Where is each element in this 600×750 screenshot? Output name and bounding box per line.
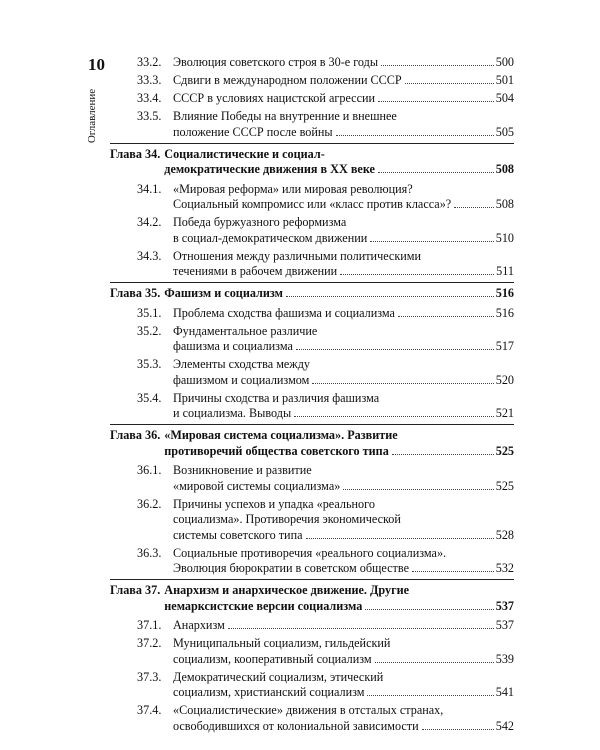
page-ref[interactable]: 539 (495, 651, 514, 666)
entry-title-line: демократические движения в XX веке (164, 162, 375, 176)
section-number: 35.1. (137, 305, 162, 320)
section-number: 37.3. (137, 669, 162, 684)
entry-title-line: «мировой системы социализма» (173, 478, 341, 493)
section-number: 37.1. (137, 618, 162, 632)
page-ref[interactable]: 520 (495, 372, 514, 387)
dot-leader (296, 349, 494, 350)
dot-leader (378, 172, 494, 173)
page-ref[interactable]: 537 (495, 618, 514, 632)
dot-leader (422, 729, 494, 730)
entry-title-line: Анархизм (173, 618, 225, 632)
entry-title-line: Фашизм и социализм (164, 286, 283, 300)
section-number: 33.4. (137, 91, 162, 105)
section-number: 34.1. (137, 181, 162, 196)
entry-title-line: системы советского типа (173, 527, 303, 542)
page-ref[interactable]: 541 (495, 685, 514, 699)
section-number: 33.3. (137, 73, 162, 87)
dot-leader (381, 65, 494, 66)
section-entry (110, 324, 514, 355)
dot-leader (228, 628, 494, 629)
section-entry (110, 703, 514, 734)
entry-title-line: Фундаментальное различие (173, 323, 318, 338)
entry-title-line: противоречий общества советского типа (164, 443, 389, 458)
entry-title-line: Сдвиги в международном положении СССР (173, 73, 402, 87)
entry-title-line: Возникновение и развитие (173, 463, 312, 477)
section-entry (110, 670, 514, 701)
page-ref[interactable]: 501 (495, 73, 514, 87)
section-entry (110, 497, 514, 544)
page-ref[interactable]: 511 (496, 264, 514, 278)
dot-leader (412, 571, 494, 572)
section-number: 36.1. (137, 463, 162, 477)
entry-title-line: Причины успехов и упадка «реального (173, 496, 375, 511)
entry-title-line: и социализма. Выводы (173, 406, 292, 420)
dot-leader (343, 489, 493, 490)
section-entry (110, 249, 514, 280)
page-ref[interactable]: 528 (495, 527, 514, 542)
section-entry (110, 463, 514, 494)
entry-title-line: немарксистские версии социализма (164, 598, 363, 613)
section-number: 33.5. (137, 109, 162, 123)
page-ref[interactable]: 508 (495, 162, 514, 176)
page-number: 10 (88, 55, 105, 74)
entry-title-line: положение СССР после войны (173, 124, 333, 139)
entry-title-line: социализм, кооперативный социализм (173, 651, 372, 666)
section-entry (110, 357, 514, 388)
entry-title-line: Причины сходства и различия фашизма (173, 390, 380, 405)
dot-leader (336, 135, 494, 136)
section-entry (110, 636, 514, 667)
entry-title-line: освободившихся от колониальной зависимости (173, 718, 419, 733)
entry-title-line: в социал-демократическом движении (173, 230, 368, 245)
dot-leader (340, 274, 494, 275)
entry-title-line: Социальный компромисс или «класс против класса»? (173, 197, 452, 211)
section-entry (110, 215, 514, 246)
section-entry (110, 109, 514, 140)
entry-title-line: «Мировая система социализма». Развитие (164, 428, 398, 442)
page-ref[interactable]: 517 (495, 339, 514, 353)
entry-title-line: «Социалистические» движения в отсталых странах, (173, 703, 444, 717)
section-entry (110, 182, 514, 213)
section-entry (110, 391, 514, 422)
entry-title-line: Влияние Победы на внутренние и внешнее (173, 109, 397, 123)
entry-title-line: Анархизм и анархическое движение. Другие (164, 583, 410, 597)
page-ref[interactable]: 516 (495, 305, 514, 320)
section-number: 37.4. (137, 703, 162, 717)
dot-leader (294, 416, 494, 417)
entry-title-line: Элементы сходства между (173, 357, 311, 371)
dot-leader (306, 538, 494, 539)
entry-title-line: течениями в рабочем движении (173, 264, 338, 278)
chapter-entry (110, 424, 514, 459)
page-ref[interactable]: 525 (495, 443, 514, 458)
page-ref[interactable]: 521 (495, 406, 514, 420)
section-entry (110, 73, 514, 89)
chapter-label: Глава 35. (110, 286, 161, 300)
entry-title-line: фашизма и социализма (173, 339, 293, 353)
entry-title-line: Отношения между различными политическими (173, 248, 421, 263)
page-ref[interactable]: 510 (495, 230, 514, 245)
section-number: 36.2. (137, 496, 162, 511)
section-number: 33.2. (137, 55, 162, 69)
entry-title-line: «Мировая реформа» или мировая революция? (173, 181, 413, 196)
running-header: Оглавление (86, 88, 98, 144)
dot-leader (454, 207, 494, 208)
page-ref[interactable]: 537 (495, 598, 514, 613)
chapter-entry (110, 579, 514, 614)
dot-leader (312, 383, 493, 384)
dot-leader (286, 296, 494, 297)
page-ref[interactable]: 508 (495, 197, 514, 211)
page-ref[interactable]: 505 (495, 124, 514, 139)
page-ref[interactable]: 542 (495, 718, 514, 733)
entry-title-line: Муниципальный социализм, гильдейский (173, 636, 391, 650)
section-entry (110, 91, 514, 107)
entry-title-line: фашизмом и социализмом (173, 372, 310, 387)
dot-leader (405, 83, 494, 84)
section-number: 35.2. (137, 323, 162, 338)
entry-title-line: социализм, христианский социализм (173, 685, 365, 699)
section-number: 35.4. (137, 390, 162, 405)
dot-leader (392, 454, 494, 455)
dot-leader (365, 609, 493, 610)
entry-title-line: Эволюция бюрократии в советском обществе (173, 561, 409, 575)
table-of-contents (110, 55, 514, 737)
entry-title-line: Социалистические и социал- (164, 146, 325, 161)
dot-leader (378, 101, 494, 102)
dot-leader (367, 695, 493, 696)
page-ref[interactable]: 500 (495, 55, 514, 69)
section-number: 34.2. (137, 215, 162, 229)
chapter-label: Глава 34. (110, 146, 161, 161)
section-entry (110, 55, 514, 71)
entry-title-line: Демократический социализм, этический (173, 669, 384, 684)
entry-title-line: Социальные противоречия «реального социализма». (173, 545, 447, 560)
entry-title-line: Эволюция советского строя в 30-е годы (173, 55, 379, 69)
entry-title-line: Проблема сходства фашизма и социализма (173, 305, 395, 320)
dot-leader (370, 241, 493, 242)
chapter-label: Глава 36. (110, 428, 161, 442)
section-number: 34.3. (137, 248, 162, 263)
section-entry (110, 306, 514, 322)
entry-title-line: социализма». Противоречия экономической (173, 512, 401, 526)
dot-leader (375, 662, 494, 663)
page-ref[interactable]: 532 (495, 561, 514, 575)
page-ref[interactable]: 504 (495, 91, 514, 105)
section-number: 35.3. (137, 357, 162, 371)
page-ref[interactable]: 516 (495, 286, 514, 300)
section-number: 37.2. (137, 636, 162, 650)
page-ref[interactable]: 525 (495, 478, 514, 493)
dot-leader (398, 316, 494, 317)
chapter-entry (110, 282, 514, 302)
chapter-entry (110, 143, 514, 178)
entry-title-line: СССР в условиях нацистской агрессии (173, 91, 376, 105)
section-number: 36.3. (137, 545, 162, 560)
section-entry (110, 618, 514, 634)
entry-title-line: Победа буржуазного реформизма (173, 215, 347, 229)
chapter-label: Глава 37. (110, 583, 161, 597)
section-entry (110, 546, 514, 577)
